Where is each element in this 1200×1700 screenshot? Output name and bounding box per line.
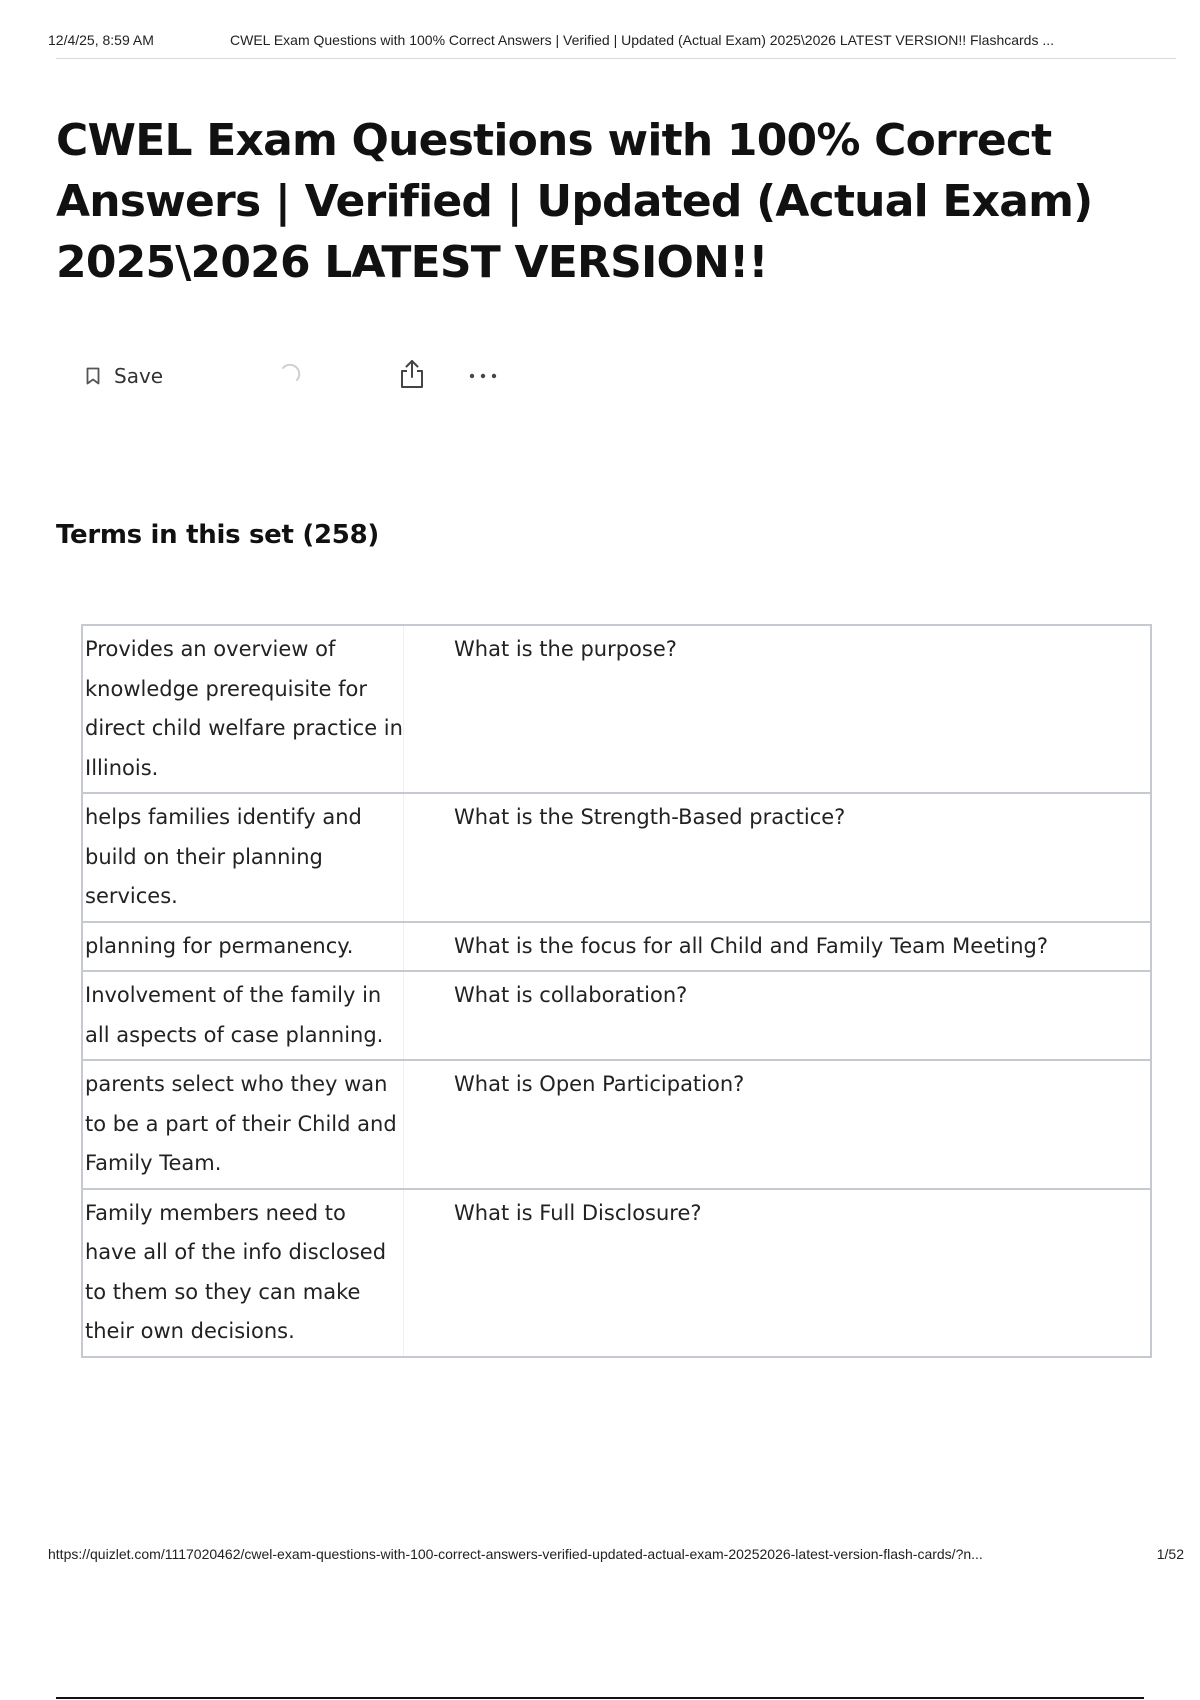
print-url: https://quizlet.com/1117020462/cwel-exam-questions-with-100-correct-answers-verified-updated-actual-exam-20252026-latest-version-flash-cards/?n... bbox=[48, 1546, 983, 1562]
definition-text: What is Open Participation? bbox=[404, 1060, 1152, 1189]
definition-text: What is collaboration? bbox=[404, 971, 1152, 1060]
bottom-divider bbox=[56, 1697, 1144, 1699]
term-row bbox=[82, 1189, 1151, 1357]
more-options-button[interactable] bbox=[468, 364, 498, 393]
term-row bbox=[82, 971, 1151, 1060]
print-footer bbox=[48, 1546, 1184, 1562]
term-row bbox=[82, 625, 1151, 793]
save-button[interactable] bbox=[86, 362, 163, 390]
print-date: 12/4/25, 8:59 AM bbox=[48, 32, 154, 48]
share-button[interactable] bbox=[398, 358, 426, 395]
page-number: 1/52 bbox=[1156, 1546, 1184, 1562]
bookmark-icon bbox=[86, 367, 100, 385]
term-text: helps families identify and build on their planning services. bbox=[82, 793, 404, 922]
definition-text: What is the Strength-Based practice? bbox=[404, 793, 1152, 922]
spinner-icon bbox=[278, 364, 302, 388]
term-row bbox=[82, 793, 1151, 922]
definition-text: What is Full Disclosure? bbox=[404, 1189, 1152, 1357]
terms-table bbox=[81, 624, 1152, 1358]
header-divider bbox=[56, 58, 1176, 59]
definition-text: What is the purpose? bbox=[404, 625, 1152, 793]
page-title: CWEL Exam Questions with 100% Correct Answers | Verified | Updated (Actual Exam) 2025\2026 LATEST VERSION!! bbox=[56, 115, 1093, 288]
print-doc-title: CWEL Exam Questions with 100% Correct Answers | Verified | Updated (Actual Exam) 2025\2026 LATEST VERSION!! Flashcards ... bbox=[230, 32, 1055, 48]
term-text: planning for permanency. bbox=[82, 922, 404, 972]
term-text: Family members need to have all of the info disclosed to them so they can make their own decisions. bbox=[82, 1189, 404, 1357]
print-header bbox=[48, 28, 1178, 52]
set-toolbar bbox=[86, 358, 566, 394]
definition-text: What is the focus for all Child and Family Team Meeting? bbox=[404, 922, 1152, 972]
term-text: Involvement of the family in all aspects of case planning. bbox=[82, 971, 404, 1060]
term-row bbox=[82, 1060, 1151, 1189]
share-icon bbox=[398, 358, 426, 390]
save-button-label: Save bbox=[114, 364, 164, 388]
more-icon bbox=[468, 364, 498, 388]
terms-heading: Terms in this set (258) bbox=[56, 520, 379, 550]
term-text: Provides an overview of knowledge prerequisite for direct child welfare practice in Illinois. bbox=[82, 625, 404, 793]
term-text: parents select who they wan to be a part of their Child and Family Team. bbox=[82, 1060, 404, 1189]
term-row bbox=[82, 922, 1151, 972]
